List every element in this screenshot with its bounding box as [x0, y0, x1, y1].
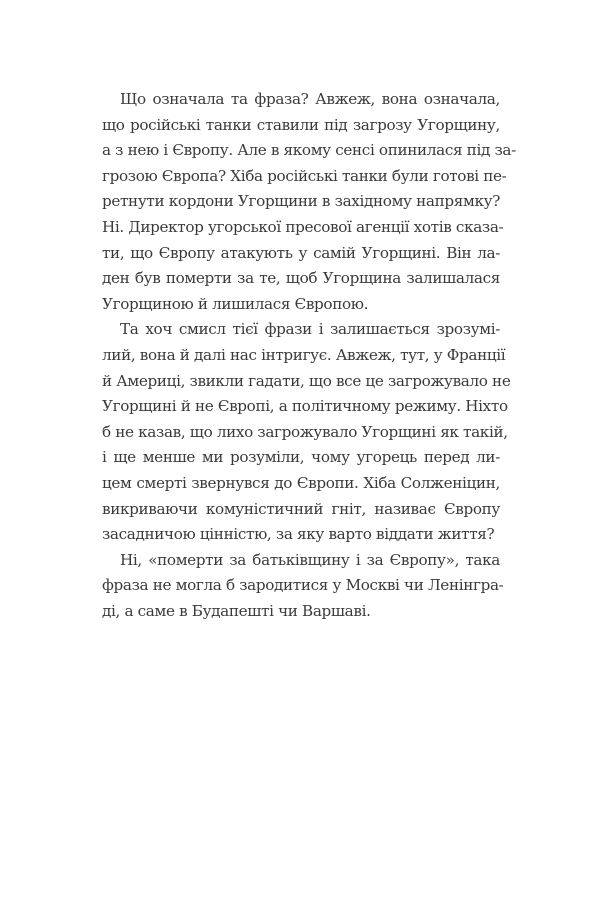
text-line: лий, вона й далі нас інтригує. Авжеж, тут, у Франції — [102, 345, 506, 364]
paragraph — [102, 548, 504, 625]
text-line: грозою Європа? Хіба російські танки були готові пе- — [102, 166, 507, 185]
text-line: б не казав, що лихо загрожувало Угорщині як такій, — [102, 422, 508, 441]
paragraph — [102, 317, 511, 547]
text-line: ти, що Європу атакують у самій Угорщині. Він ла- — [102, 243, 500, 262]
text-line: й Америці, звикли гадати, що все це загрожувало не — [102, 371, 511, 390]
book-page-text — [102, 87, 516, 624]
text-line: і ще менше ми розуміли, чому угорець перед ли- — [102, 448, 500, 467]
text-line: Що означала та фраза? Авжеж, вона означала, — [120, 90, 500, 108]
text-line: Угорщині й не Європі, а політичному режиму. Ніхто — [102, 397, 508, 416]
text-line: засадничою цінністю, за яку варто віддати життя? — [102, 525, 495, 544]
text-line: ді, а саме в Будапешті чи Варшаві. — [102, 601, 371, 620]
text-line: викриваючи комуністичний гніт, називає Європу — [102, 499, 500, 518]
text-line: ретнути кордони Угорщини в західному напрямку? — [102, 192, 500, 211]
text-line: а з нею і Європу. Але в якому сенсі опинилася під за- — [102, 141, 516, 160]
text-line: фраза не могла б зародитися у Москві чи Ленінгра- — [102, 576, 504, 595]
text-line: цем смерті звернувся до Європи. Хіба Солженіцин, — [102, 473, 500, 492]
text-line: що російські танки ставили під загрозу Угорщину, — [102, 115, 500, 134]
text-line: Та хоч смисл тієї фрази і залишається зрозумі- — [120, 320, 500, 339]
paragraph — [102, 87, 516, 317]
text-line: Угорщиною й лишилася Європою. — [102, 294, 369, 313]
text-line: ден був померти за те, щоб Угорщина залишалася — [102, 269, 500, 288]
text-line: Ні. Директор угорської пресової агенції хотів сказа- — [102, 217, 504, 236]
text-line: Ні, «померти за батьківщину і за Європу», така — [120, 550, 500, 569]
